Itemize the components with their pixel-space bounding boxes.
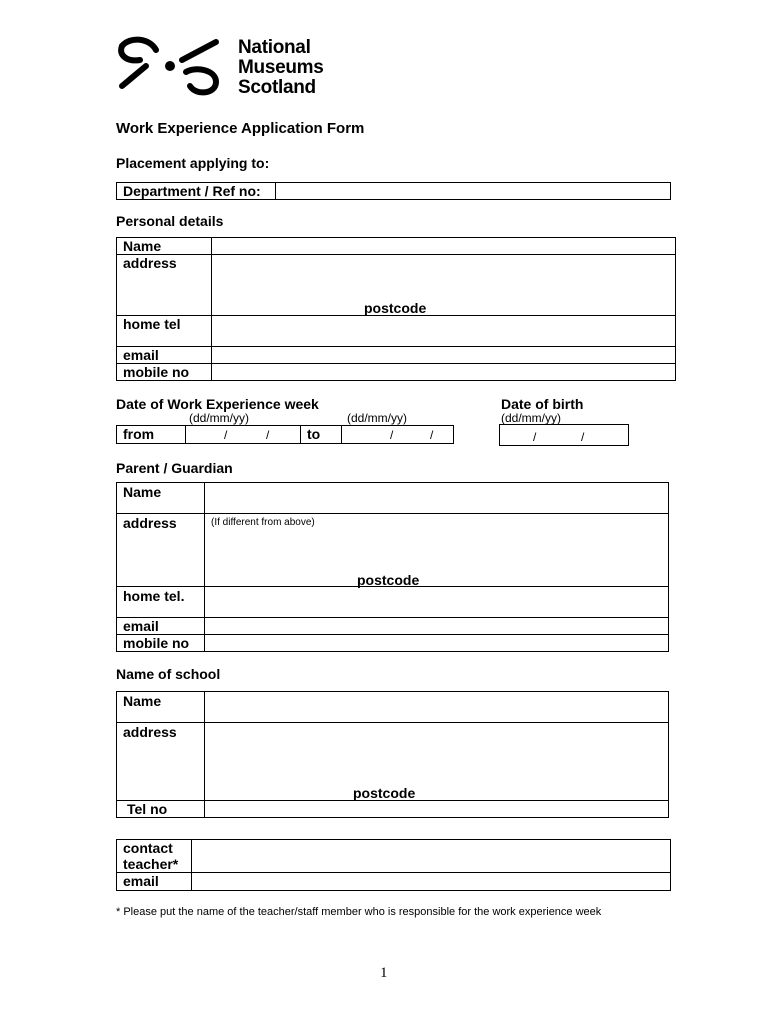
from-slash-1: / (224, 428, 228, 442)
school-tel-label: Tel no (117, 801, 205, 818)
guardian-email-field[interactable] (205, 618, 669, 635)
placement-table (116, 182, 671, 200)
school-name-field[interactable] (205, 692, 669, 723)
personal-heading: Personal details (116, 213, 224, 229)
to-slash-1: / (390, 428, 394, 442)
contact-teacher-label (117, 840, 192, 873)
personal-postcode-label: postcode (364, 300, 427, 316)
contact-table (116, 839, 671, 891)
to-slash-2: / (430, 428, 434, 442)
personal-address-label: address (117, 255, 212, 316)
personal-name-label: Name (117, 238, 212, 255)
personal-home-tel-label: home tel (117, 316, 212, 347)
school-heading: Name of school (116, 666, 221, 682)
dob-label: Date of birth (501, 396, 584, 412)
school-address-label: address (117, 723, 205, 801)
school-address-field[interactable] (205, 723, 669, 801)
personal-email-field[interactable] (212, 347, 676, 364)
guardian-home-tel-field[interactable] (205, 587, 669, 618)
from-slash-2: / (266, 428, 270, 442)
personal-table (116, 237, 676, 381)
dept-ref-field[interactable] (276, 183, 671, 200)
guardian-address-field[interactable] (205, 514, 669, 587)
personal-address-field[interactable] (212, 255, 676, 316)
contact-email-label: email (117, 873, 192, 891)
dob-slash-2: / (581, 430, 585, 444)
guardian-email-label: email (117, 618, 205, 635)
personal-email-label: email (117, 347, 212, 364)
school-name-label: Name (117, 692, 205, 723)
contact-label-line1: contact (123, 840, 173, 856)
logo (116, 36, 336, 98)
date-range-table (116, 425, 454, 444)
footnote: * Please put the name of the teacher/staff member who is responsible for the work experience week (116, 906, 602, 918)
school-postcode-label: postcode (353, 785, 416, 801)
from-format-hint: (dd/mm/yy) (189, 411, 249, 425)
guardian-home-tel-label: home tel. (117, 587, 205, 618)
museum-logo-icon (116, 36, 226, 98)
contact-teacher-field[interactable] (192, 840, 671, 873)
guardian-name-label: Name (117, 483, 205, 514)
guardian-address-hint: (If different from above) (211, 517, 315, 528)
dob-slash-1: / (533, 430, 537, 444)
dob-format-hint: (dd/mm/yy) (501, 411, 561, 425)
logo-text-line3: Scotland (238, 77, 316, 98)
personal-mobile-field[interactable] (212, 364, 676, 381)
form-title: Work Experience Application Form (116, 120, 365, 137)
from-date-field[interactable] (186, 426, 301, 444)
guardian-name-field[interactable] (205, 483, 669, 514)
guardian-mobile-label: mobile no (117, 635, 205, 652)
to-label: to (301, 426, 342, 444)
personal-name-field[interactable] (212, 238, 676, 255)
logo-text-line1: National (238, 37, 311, 58)
personal-home-tel-field[interactable] (212, 316, 676, 347)
guardian-heading: Parent / Guardian (116, 460, 233, 476)
to-date-field[interactable] (342, 426, 454, 444)
guardian-mobile-field[interactable] (205, 635, 669, 652)
to-format-hint: (dd/mm/yy) (347, 411, 407, 425)
contact-label-line2: teacher* (123, 856, 179, 872)
placement-heading: Placement applying to: (116, 155, 270, 171)
personal-mobile-label: mobile no (117, 364, 212, 381)
guardian-table (116, 482, 669, 652)
logo-text-line2: Museums (238, 57, 324, 78)
page-number: 1 (380, 965, 388, 981)
dob-field[interactable] (499, 424, 629, 446)
guardian-postcode-label: postcode (357, 572, 420, 588)
guardian-address-label: address (117, 514, 205, 587)
from-label: from (117, 426, 186, 444)
contact-email-field[interactable] (192, 873, 671, 891)
school-tel-field[interactable] (205, 801, 669, 818)
dept-label: Department / Ref no: (117, 183, 276, 200)
work-week-label: Date of Work Experience week (116, 396, 319, 412)
school-table (116, 691, 669, 818)
